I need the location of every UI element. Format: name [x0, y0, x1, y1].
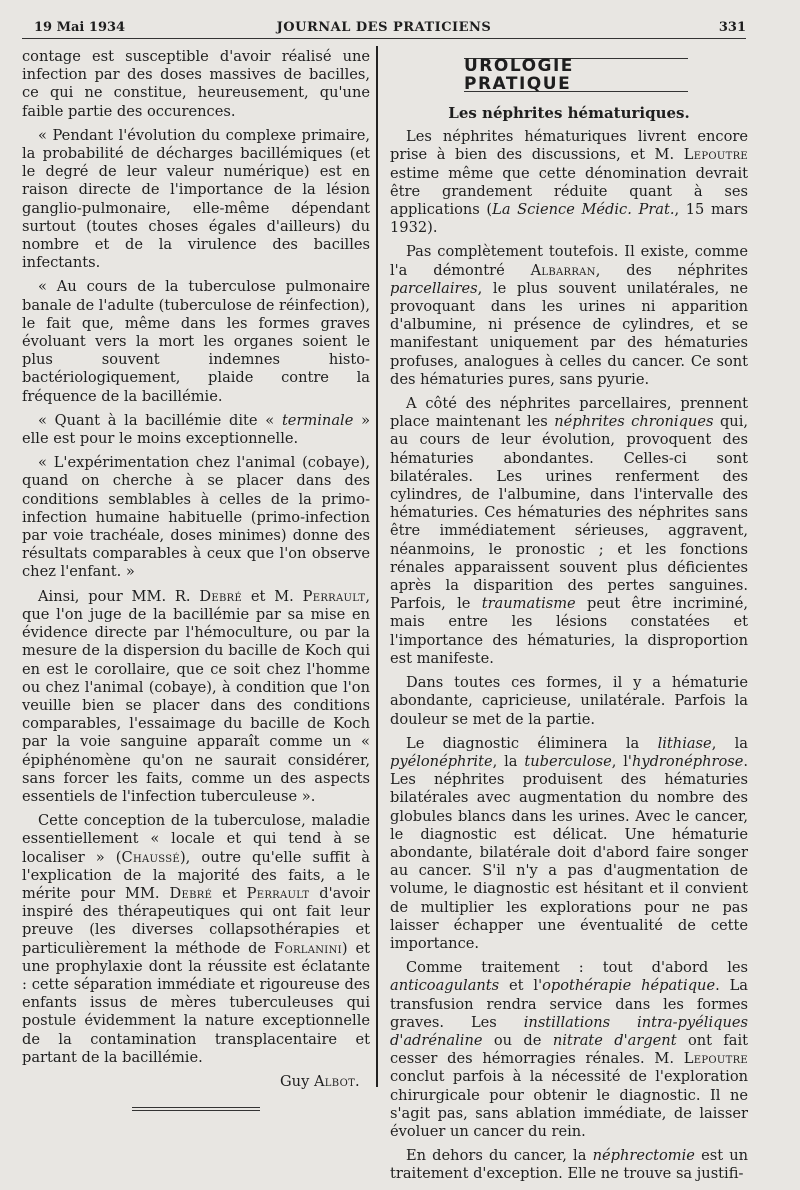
right-column — [390, 48, 748, 1190]
paragraph: Le diagnostic éliminera la lithiase, la pyélonéphrite, la tuberculose, l'hydronéphrose. Les néphrites produisent des hématuries bilatérales avec augmentation du nombre des globules blancs dans les urines. Avec le cancer, le diagnostic est délicat. Une hématurie abondante, bilatérale doit d'abord faire songer au cancer. S'il n'y a pas d'augmentation de volume, le diagnostic est hésitant et il convient de multiplier les explorations pour ne pas laisser échapper une éventualité de cette importance. — [390, 734, 749, 952]
paragraph: « Quant à la bacillémie dite « terminale » elle est pour le moins exceptionnelle. — [22, 411, 371, 448]
issue-date: 19 Mai 1934 — [34, 20, 126, 35]
paragraph: Les néphrites hématuriques livrent encore prise à bien des discussions, et M. Lepoutre estime même que cette dénomination devrait être grandement réduite quant à ses applications (La Science Médic. Prat., 15 mars 1932). — [390, 128, 748, 237]
section-title: UROLOGIE PRATIQUE — [464, 55, 574, 94]
column-divider — [376, 46, 378, 1087]
paragraph: « Au cours de la tuberculose pulmonaire banale de l'adulte (tuberculose de réinfection), le fait que, même dans les formes graves évoluant vers la mort les organes soient le plus souvent indemnes histo-bactériologiquement, plaide contre la fréquence de la bacillémie. — [22, 278, 370, 405]
page-number: 331 — [718, 20, 746, 35]
left-column — [22, 48, 370, 1111]
journal-title: JOURNAL DES PRATICIENS — [276, 20, 492, 35]
paragraph: Comme traitement : tout d'abord les anticoagulants et l'opothérapie hépatique. La transfusion rendra service dans les formes graves. Les instillations intra-pyéliques d'adrénaline ou de nitrate d'argent ont fait cesser des hémorragies rénales. M. Lepoutre conclut parfois à la nécessité de l'exploration chirurgicale pour obtenir le diagnostic. Il ne s'agit pas, sans ablation immédiate, de laisser évoluer un cancer du rein. — [390, 959, 749, 1140]
author-signature: Guy Albot. — [280, 1072, 360, 1090]
paragraph: « L'expérimentation chez l'animal (cobaye), quand on cherche à se placer dans des conditions semblables à celles de la primo-infection humaine habituelle (primo-infection par voie trachéale, doses minimes) donne des résultats comparables à ceux que l'on observe chez l'enfant. » — [22, 454, 370, 581]
paragraph: Cette conception de la tuberculose, maladie essentiellement « locale et qui tend à se localiser » (Chaussé), outre qu'elle suffit à l'explication de la majorité des faits, a le mérite pour MM. Debré et Perrault d'avoir inspiré des thérapeutiques qui ont fait leur preuve (les diverses collapsothérapies et particulièrement la méthode de Forlanini) et une prophylaxie dont la réussite est éclatante : cette séparation immédiate et rigoureuse des enfants issus de mères tuberculeuses qui postule évidemment la nature exceptionnelle de la contamination transplacentaire et partant de la bacillémie. — [22, 812, 371, 1066]
article-end-rule — [132, 1107, 260, 1111]
paragraph: « Pendant l'évolution du complexe primaire, la probabilité de décharges bacillémiques (et le degré de leur valeur numérique) est en raison directe de l'importance de la lésion ganglio-pulmonaire, elle-même dépendant surtout (toutes choses égales d'ailleurs) du nombre et de la virulence des bacilles infectants. — [22, 126, 370, 272]
paragraph: contage est susceptible d'avoir réalisé une infection par des doses massives de bacilles, ce qui ne constitue, heureusement, qu'une faible partie des occurences. — [22, 48, 370, 120]
paragraph: Pas complètement toutefois. Il existe, comme l'a démontré Albarran, des néphrites parcellaires, le plus souvent unilatérales, ne provoquant dans les urines ni apparition d'albumine, ni présence de cylindres, et se manifestant uniquement par des hématuries profuses, analogues à celles du cancer. Ce sont des hématuries pures, sans pyurie. — [390, 243, 748, 388]
header-rule — [22, 38, 746, 39]
running-header — [22, 18, 746, 38]
paragraph: Dans toutes ces formes, il y a hématurie abondante, capricieuse, unilatérale. Parfois la douleur se met de la partie. — [390, 674, 748, 728]
article-title: Les néphrites hématuriques. — [448, 104, 690, 122]
paragraph: En dehors du cancer, la néphrectomie est un traitement d'exception. Elle ne trouve sa justifi- — [390, 1147, 749, 1183]
section-heading-box — [464, 55, 688, 94]
paragraph: Ainsi, pour MM. R. Debré et M. Perrault, que l'on juge de la bacillémie par sa mise en évidence directe par l'hémoculture, ou par la mesure de la dispersion du bacille de Koch qui en est le corollaire, que ce soit chez l'homme ou chez l'animal (cobaye), à condition que l'on veuille bien se placer dans des conditions comparables, l'essaimage du bacille de Koch par la voie sanguine apparaît comme un « épiphénomène qu'on ne saurait considérer, sans forcer les faits, comme un des aspects essentiels de l'infection tuberculeuse ». — [22, 587, 370, 805]
paragraph: A côté des néphrites parcellaires, prennent place maintenant les néphrites chroniques qui, au cours de leur évolution, provoquent des hématuries abondantes. Celles-ci sont bilatérales. Les urines renferment des cylindres, de l'albumine, dans l'intervalle des hématuries. Ces hématuries des néphrites sans être immédiatement sérieuses, aggravent, néanmoins, le pronostic ; et les fonctions rénales apparaissent souvent plus déficientes après la disparition des pertes sanguines. Parfois, le traumatisme peut être incriminé, mais entre les lésions constatées et l'importance des hématuries, la disproportion est manifeste. — [390, 395, 749, 667]
